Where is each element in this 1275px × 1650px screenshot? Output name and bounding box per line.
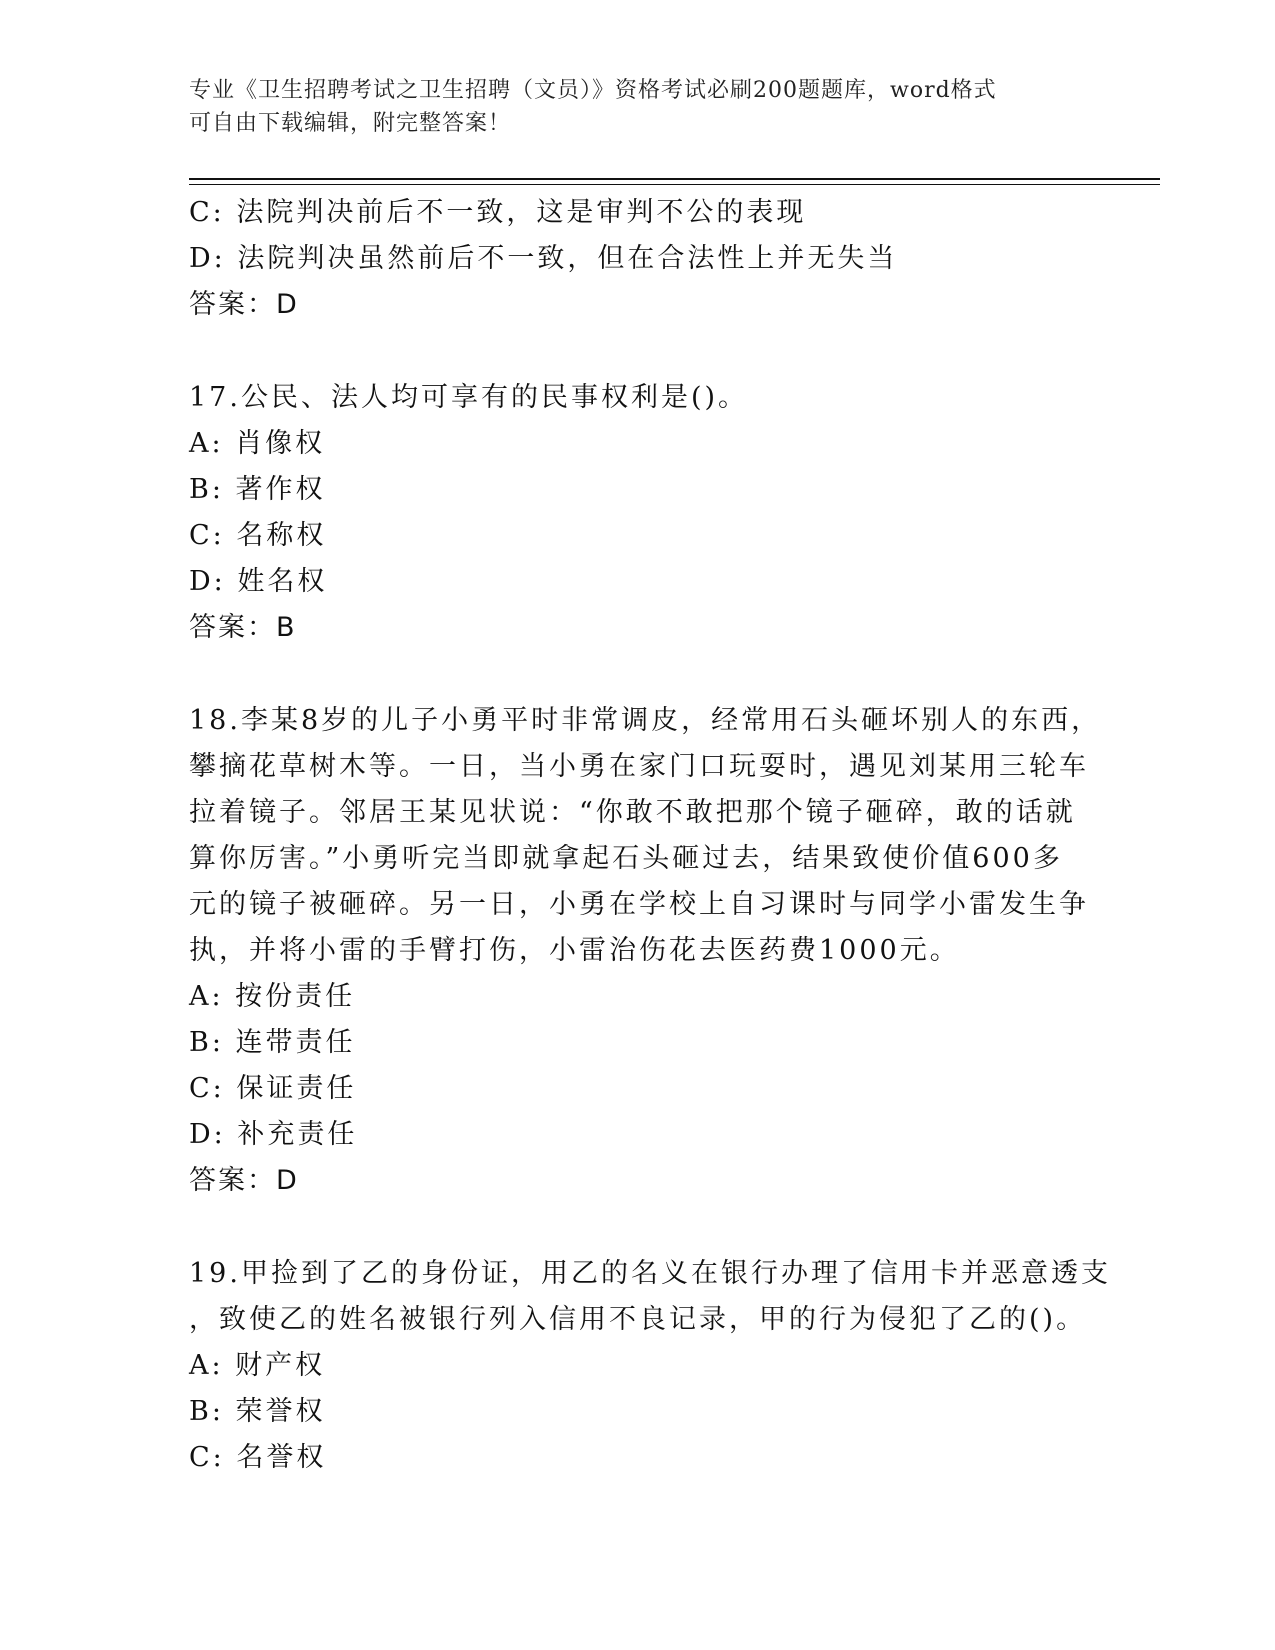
- spacer: [189, 328, 1089, 375]
- option-a: A: 肖像权: [189, 428, 326, 459]
- spacer: [189, 1204, 1089, 1251]
- header-line-2: 可自由下载编辑，附完整答案！: [189, 111, 512, 136]
- question-stem: [189, 1251, 1111, 1343]
- option-d: D: 补充责任: [189, 1119, 358, 1150]
- option-c: C: 保证责任: [189, 1073, 357, 1104]
- stem-line: 18.李某8岁的儿子小勇平时非常调皮，经常用石头砸坏别人的东西，: [189, 705, 1102, 736]
- stem-line: 执，并将小雷的手臂打伤，小雷治伤花去医药费1000元。: [189, 935, 960, 966]
- stem-line: ，致使乙的姓名被银行列入信用不良记录，甲的行为侵犯了乙的()。: [189, 1304, 1087, 1335]
- question-content: [189, 190, 1111, 1481]
- question-16-continued: [189, 190, 1089, 328]
- stem-line: 算你厉害。”小勇听完当即就拿起石头砸过去，结果致使价值600多: [189, 843, 1063, 874]
- stem-line: 攀摘花草树木等。一日，当小勇在家门口玩耍时，遇见刘某用三轮车: [189, 751, 1089, 782]
- question-17: [189, 375, 1089, 651]
- option-a: A: 财产权: [189, 1350, 326, 1381]
- option-c: C: 法院判决前后不一致，这是审判不公的表现: [189, 197, 807, 228]
- question-stem: [189, 698, 1102, 974]
- header-divider-thin: [189, 184, 1160, 185]
- question-19: [189, 1251, 1111, 1481]
- option-c: C: 名誉权: [189, 1442, 327, 1473]
- spacer: [189, 651, 1089, 698]
- header-line-1: 专业《卫生招聘考试之卫生招聘（文员）》资格考试必刷200题题库，word格式: [189, 78, 997, 103]
- stem-line: 19.甲捡到了乙的身份证，用乙的名义在银行办理了信用卡并恶意透支: [189, 1258, 1111, 1289]
- question-stem: 17.公民、法人均可享有的民事权利是()。: [189, 382, 749, 413]
- option-b: B: 著作权: [189, 474, 326, 505]
- option-d: D: 姓名权: [189, 566, 328, 597]
- option-c: C: 名称权: [189, 520, 327, 551]
- document-header: [189, 74, 1069, 140]
- option-b: B: 荣誉权: [189, 1396, 326, 1427]
- option-a: A: 按份责任: [189, 981, 356, 1012]
- option-b: B: 连带责任: [189, 1027, 356, 1058]
- answer-line: 答案：B: [189, 612, 297, 643]
- header-divider-thick: [189, 178, 1160, 180]
- answer-line: 答案：D: [189, 1165, 299, 1196]
- stem-line: 拉着镜子。邻居王某见状说：“你敢不敢把那个镜子砸碎，敢的话就: [189, 797, 1076, 828]
- answer-line: 答案：D: [189, 289, 299, 320]
- option-d: D: 法院判决虽然前后不一致，但在合法性上并无失当: [189, 243, 898, 274]
- stem-line: 元的镜子被砸碎。另一日，小勇在学校上自习课时与同学小雷发生争: [189, 889, 1089, 920]
- question-18: [189, 698, 1102, 1204]
